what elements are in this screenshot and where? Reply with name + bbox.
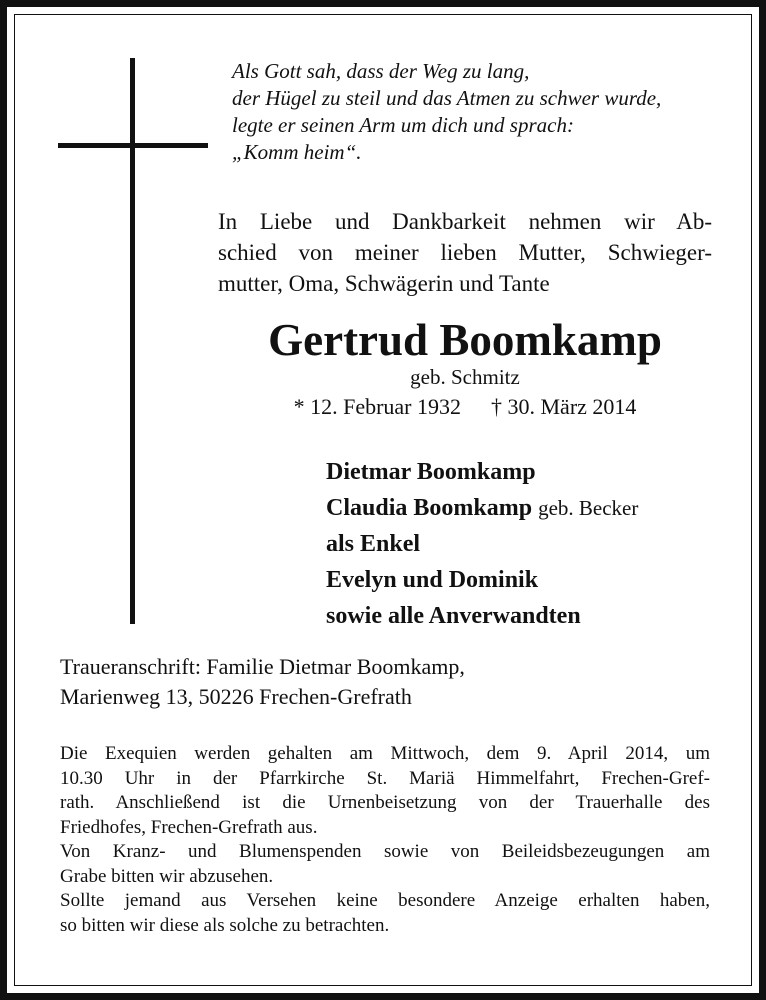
poem-verse [232,58,661,166]
cross-icon-horizontal-bar [58,143,208,148]
notice-line: Grabe bitten wir abzusehen. [60,865,274,887]
mourner-name: Evelyn und Dominik [326,567,539,593]
intro-line: schied von meiner lieben Mutter, Schwieger- [218,240,712,265]
poem-line: der Hügel zu steil und das Atmen zu schwer wurde, [232,86,662,110]
mourner-name: sowie alle Anverwandten [326,603,581,629]
intro-text [218,206,712,299]
notice-line: Die Exequien werden gehalten am Mittwoch, dem 9. April 2014, um [60,743,710,764]
mourners-list [326,454,638,634]
life-dates [218,393,712,421]
mourner-birth-name: geb. Becker [538,496,639,520]
mourning-address [60,652,465,712]
notice-paragraph [60,889,710,938]
intro-line: mutter, Oma, Schwägerin und Tante [218,271,550,296]
poem-line: legte er seinen Arm um dich und sprach: [232,113,574,137]
death-date: † 30. März 2014 [491,394,637,419]
poem-line: Als Gott sah, dass der Weg zu lang, [232,59,530,83]
notice-line: Sollte jemand aus Versehen keine besondere Anzeige erhalten haben, [60,890,710,911]
notice-line: 10.30 Uhr in der Pfarrkirche St. Mariä Himmelfahrt, Frechen-Gref- [60,767,710,789]
birth-date: * 12. Februar 1932 [293,394,461,419]
notice-line: Von Kranz- und Blumenspenden sowie von Beileidsbezeugungen am [60,841,710,862]
notice-line: rath. Anschließend ist die Urnenbeisetzung von der Trauerhalle des [60,792,710,813]
mourner-name: Dietmar Boomkamp [326,459,536,485]
intro-line: In Liebe und Dankbarkeit nehmen wir Ab- [218,209,712,234]
address-line: Marienweg 13, 50226 Frechen-Grefrath [60,684,412,709]
poem-line: „Komm heim“. [232,140,362,164]
notice-line: so bitten wir diese als solche zu betrachten. [60,914,390,936]
mourner-group-label: als Enkel [326,531,421,557]
funeral-notice [60,742,710,938]
notice-line: Friedhofes, Frechen-Grefrath aus. [60,816,318,838]
address-line: Traueranschrift: Familie Dietmar Boomkamp, [60,654,465,679]
notice-paragraph [60,742,710,840]
notice-paragraph [60,840,710,889]
birth-name: geb. Schmitz [410,365,520,389]
mourner-name: Claudia Boomkamp [326,495,533,521]
deceased-name: Gertrud Boomkamp [268,315,662,365]
